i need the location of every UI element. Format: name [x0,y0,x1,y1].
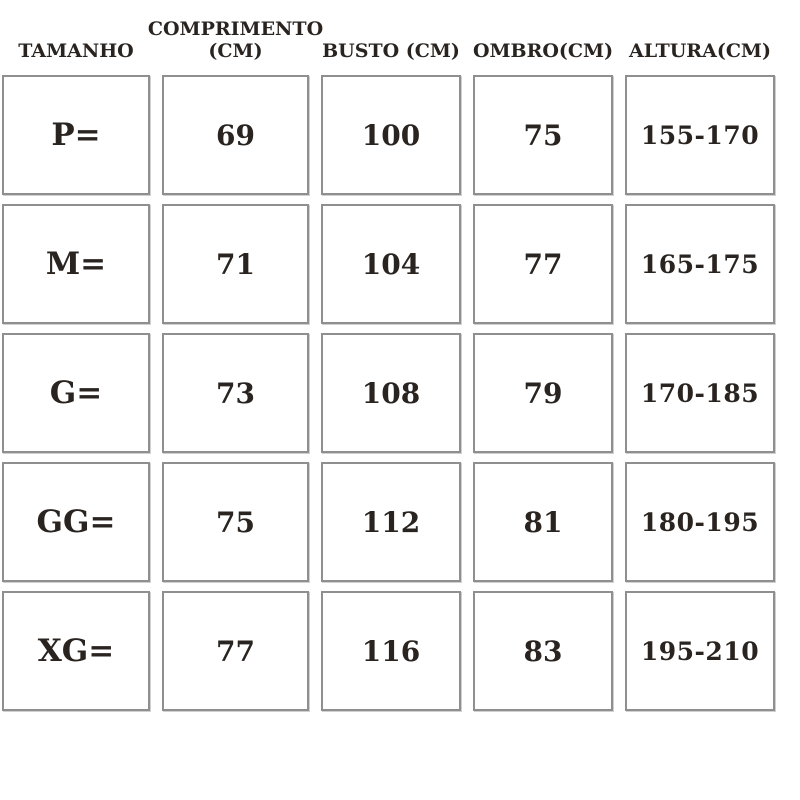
cell-gg-size: GG= [2,462,150,582]
cell-m-altura: 165-175 [625,204,775,324]
cell-g-busto: 108 [321,333,461,453]
cell-xg-ombro: 83 [473,591,613,711]
cell-p-ombro: 75 [473,75,613,195]
column-header-tamanho: TAMANHO [18,39,134,62]
cell-gg-comprimento: 75 [162,462,309,582]
cell-g-size: G= [2,333,150,453]
column-header-comprimento: COMPRIMENTO (CM) [147,18,324,62]
cell-g-altura: 170-185 [625,333,775,453]
cell-m-busto: 104 [321,204,461,324]
cell-xg-comprimento: 77 [162,591,309,711]
cell-p-size: P= [2,75,150,195]
cell-xg-busto: 116 [321,591,461,711]
cell-xg-altura: 195-210 [625,591,775,711]
cell-m-ombro: 77 [473,204,613,324]
cell-p-altura: 155-170 [625,75,775,195]
cell-p-comprimento: 69 [162,75,309,195]
cell-gg-ombro: 81 [473,462,613,582]
cell-xg-size: XG= [2,591,150,711]
cell-g-comprimento: 73 [162,333,309,453]
cell-g-ombro: 79 [473,333,613,453]
column-header-altura: ALTURA(CM) [629,39,771,62]
column-header-busto: BUSTO (CM) [322,39,460,62]
cell-p-busto: 100 [321,75,461,195]
cell-m-size: M= [2,204,150,324]
column-header-ombro: OMBRO(CM) [472,39,614,62]
cell-m-comprimento: 71 [162,204,309,324]
cell-gg-busto: 112 [321,462,461,582]
cell-gg-altura: 180-195 [625,462,775,582]
